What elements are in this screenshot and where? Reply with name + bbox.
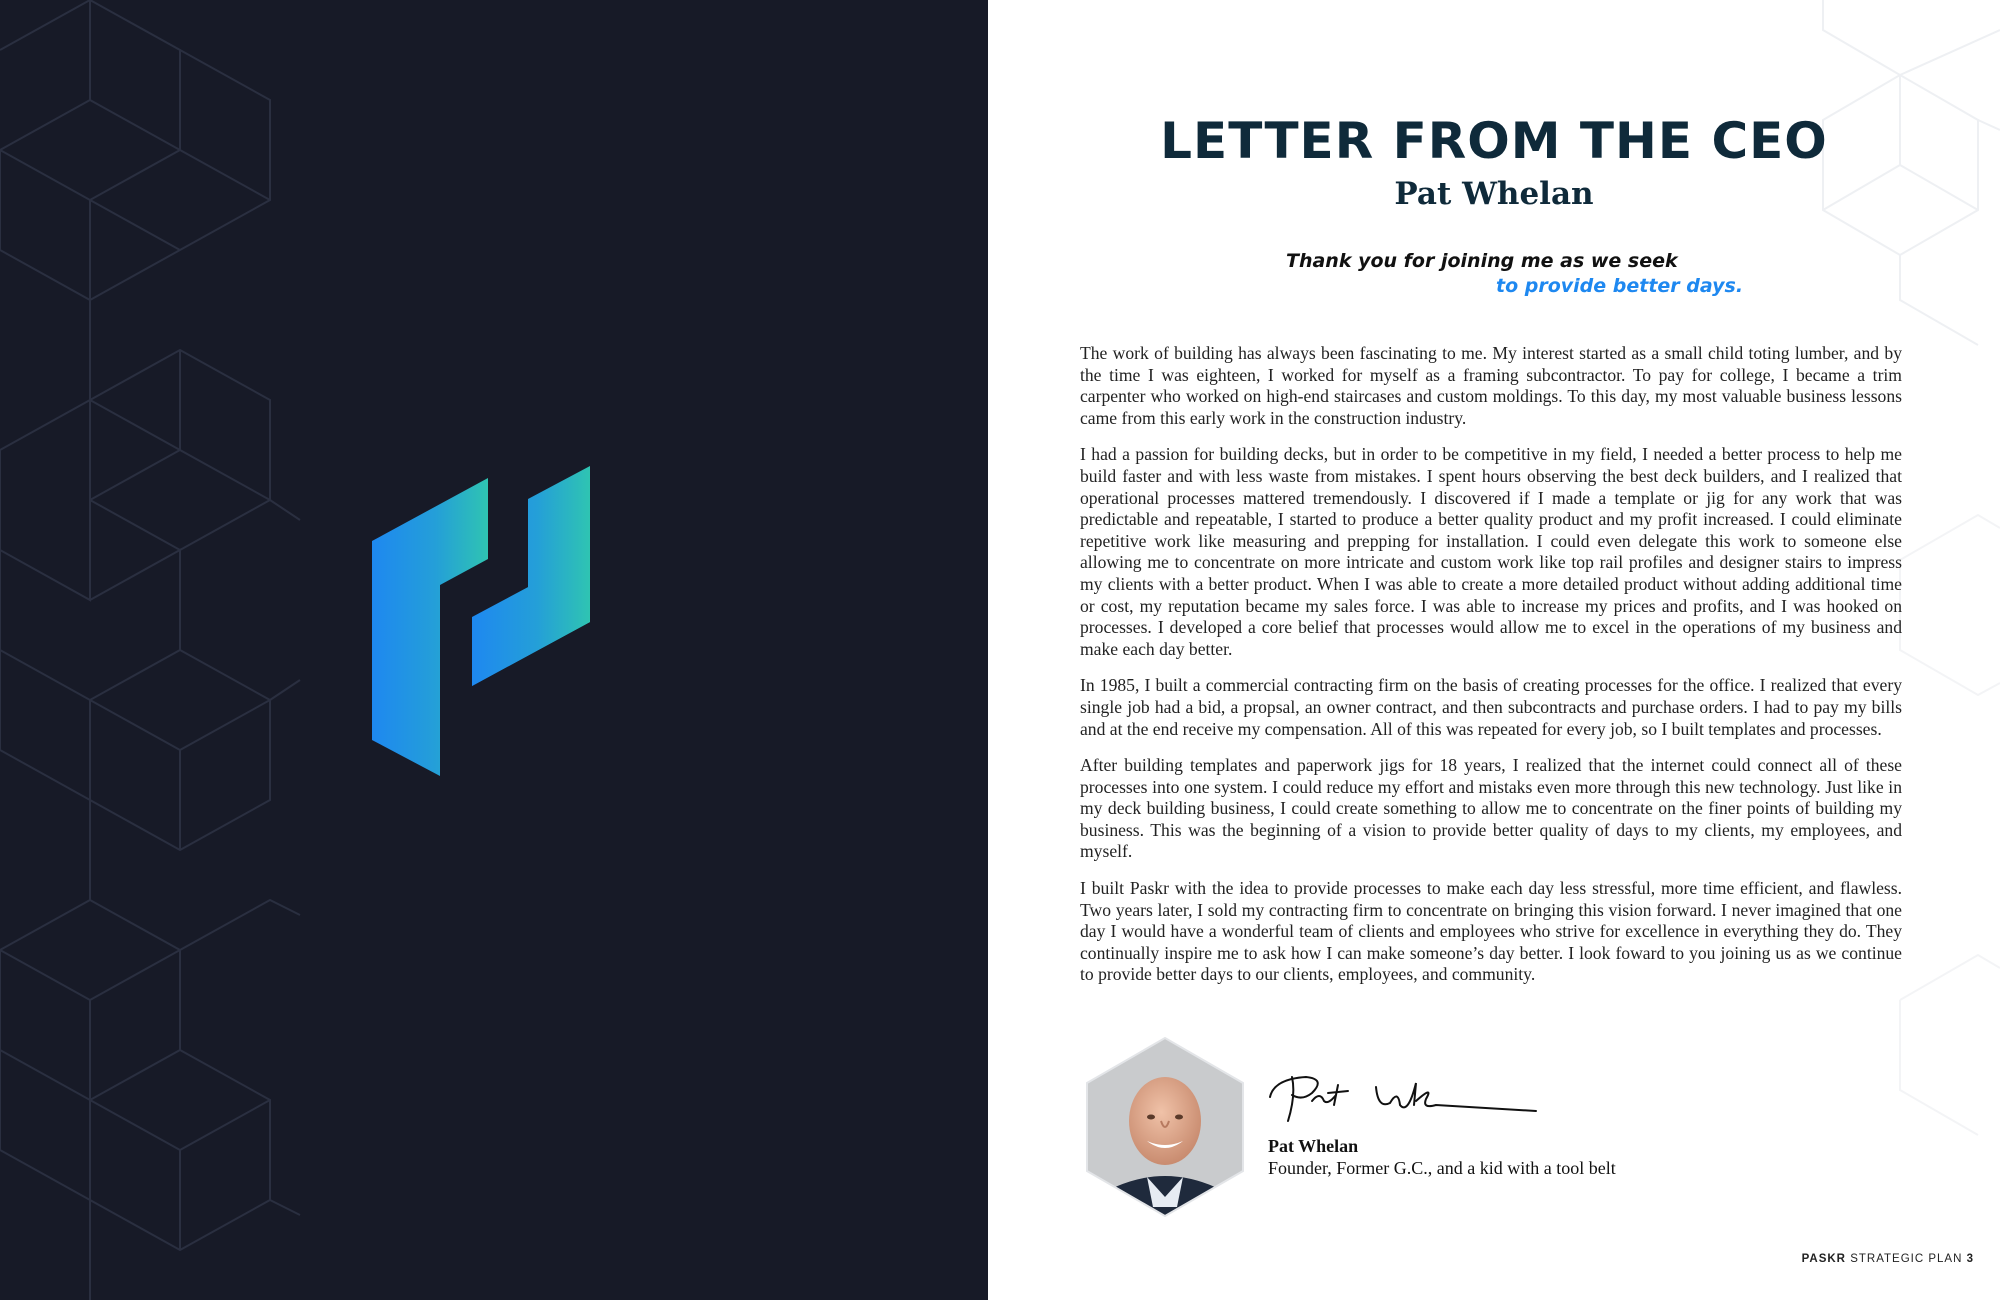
letter-page bbox=[988, 0, 2000, 1300]
tagline-line-1: Thank you for joining me as we seek bbox=[1286, 250, 1678, 272]
footer-label: STRATEGIC PLAN bbox=[1850, 1253, 1963, 1265]
letter-paragraph: The work of building has always been fascinating to me. My interest started as a small child toting lumber, and by the time I was eighteen, I worked for myself as a framing subcontractor. To pay for college, I became a trim carpenter who worked on high-end staircases and custom moldings. To this day, my most valuable business lessons came from this early work in the construction industry. bbox=[1080, 343, 1902, 428]
page-title: LETTER FROM THE CEO bbox=[1160, 112, 1828, 170]
letter-paragraph: I built Paskr with the idea to provide processes to make each day less stressful, more time efficient, and flawless. Two years later, I sold my contracting firm to concentrate on bringing this vision forward. I never imagined that one day I would have a wonderful team of clients and employees who strive for excellence in everything they do. They continually inspire me to ask how I can make someone’s day better. I look foward to you joining us as we continue to provide better days to our clients, employees, and community. bbox=[1080, 878, 1902, 985]
cover-panel bbox=[0, 0, 988, 1300]
letter-paragraph: After building templates and paperwork jigs for 18 years, I realized that the internet could connect all of these processes into one system. I could reduce my effort and mistaks even more through this new technology. Just like in my deck building business, I could create something to allow me to concentrate on the finer points of building my business. This was the beginning of a vision to provide better quality of days to my clients, my employees, and myself. bbox=[1080, 755, 1902, 862]
letter-paragraph: I had a passion for building decks, but in order to be competitive in my field, I needed a better process to help me build faster and with less waste from mistakes. I spent hours observing the best deck builders, and I realized that operational processes mattered tremendously. I discovered if I made a template or jig for any work that was predictable and repeatable, I started to produce a better quality product and my profit increased. I could eliminate repetitive work like measuring and prepping for installation. I could even delegate this work to someone else allowing me to concentrate on more intricate and custom work like top rail profiles and designer stairs to impress my clients with a better product. When I was able to create a more detailed product without adding additional time or cost, my reputation became my sales force. I was able to increase my prices and profits, and I was hooked on processes. I developed a core belief that processes would allow me to excel in the operations of my business and make each day better. bbox=[1080, 444, 1902, 659]
page-number: 3 bbox=[1966, 1253, 1974, 1265]
letter-paragraph: In 1985, I built a commercial contracting firm on the basis of creating processes for the office. I realized that every single job had a bid, a propsal, an owner contract, and then subcontracts and purchase orders. I had to pay my bills and at the end receive my compensation. All of this was repeated for every job, so I built templates and processes. bbox=[1080, 675, 1902, 739]
ceo-portrait-icon bbox=[1085, 1037, 1245, 1217]
footer-brand: PASKR bbox=[1801, 1253, 1846, 1265]
handwritten-signature-icon bbox=[1266, 1065, 1546, 1125]
signer-name: Pat Whelan bbox=[1268, 1136, 1359, 1156]
tagline-line-2: to provide better days. bbox=[1496, 275, 1744, 297]
signer-title: Founder, Former G.C., and a kid with a tool belt bbox=[1268, 1158, 1616, 1178]
letter-body bbox=[1080, 343, 1902, 1001]
paskr-logo-icon bbox=[372, 466, 590, 778]
page-footer bbox=[1802, 1253, 1974, 1265]
author-name: Pat Whelan bbox=[1394, 176, 1594, 212]
